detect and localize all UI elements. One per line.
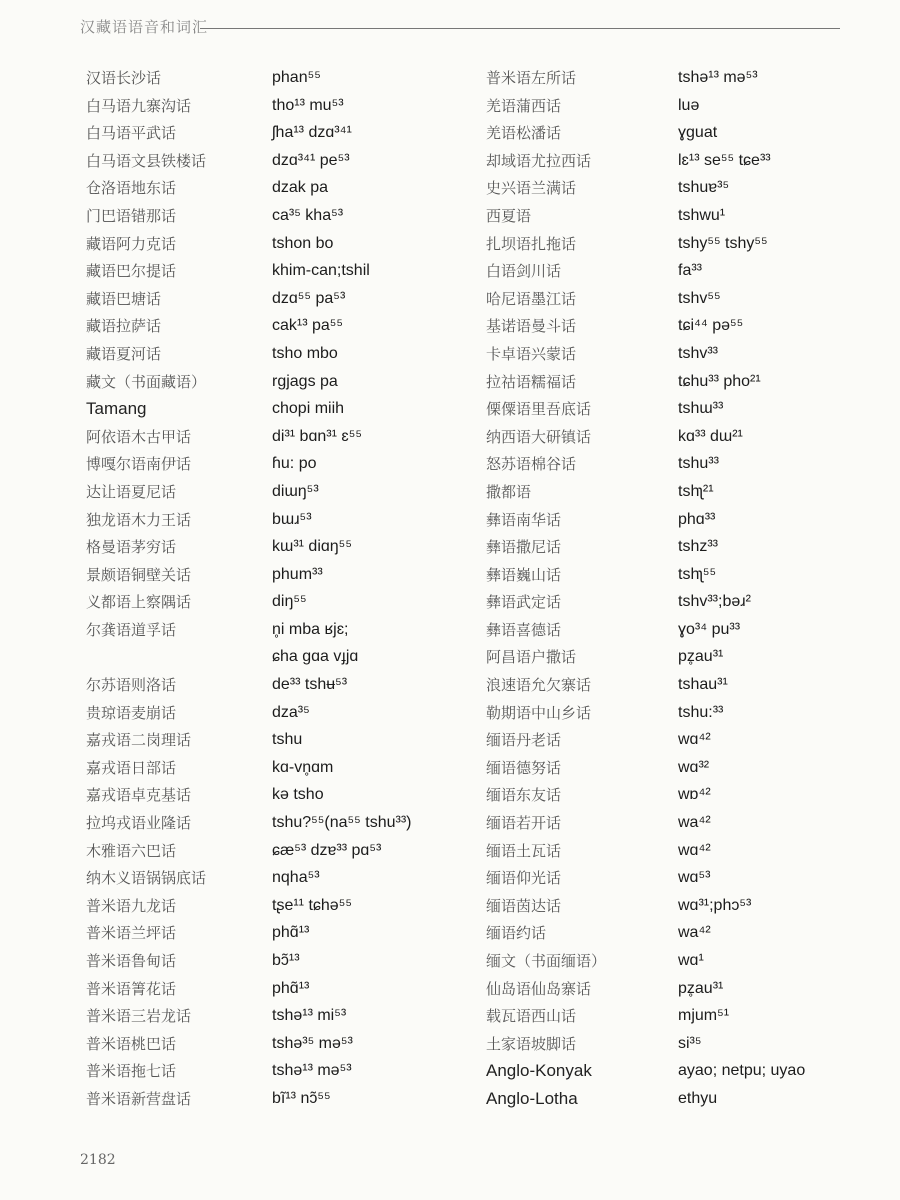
entry-row — [86, 370, 456, 398]
word-form: phɑ̃¹³ — [272, 979, 310, 997]
entry-row — [486, 176, 866, 204]
language-name: 仙岛语仙岛寨话 — [486, 979, 592, 998]
word-form: bĩ¹³ nɔ̃⁵⁵ — [272, 1089, 331, 1107]
word-form: wɑ³¹;phɔ⁵³ — [678, 896, 752, 914]
entry-row — [86, 728, 456, 756]
entry-row — [86, 949, 456, 977]
entry-row — [86, 66, 456, 94]
language-name: 阿依语木古甲话 — [86, 427, 192, 446]
language-name: 缅语土瓦话 — [486, 841, 562, 860]
left-column — [86, 66, 456, 1115]
right-column — [486, 66, 866, 1115]
language-name: 门巴语错那话 — [86, 206, 177, 225]
word-form: tshv⁵⁵ — [678, 289, 721, 307]
language-name: 白马语九寨沟话 — [86, 96, 192, 115]
entry-row — [86, 232, 456, 260]
word-form: ɕha gɑa vɟjɑ — [272, 648, 359, 666]
entry-row — [486, 66, 866, 94]
entry-row — [486, 590, 866, 618]
word-form: tshə¹³ mə⁵³ — [272, 1062, 352, 1080]
language-name: 彝语巍山话 — [486, 565, 562, 584]
language-name: 普米语鲁甸话 — [86, 952, 177, 970]
entry-row — [486, 452, 866, 480]
language-name: 彝语喜德话 — [486, 620, 562, 639]
word-form: pz̥au³¹ — [678, 979, 724, 997]
entry-row — [486, 645, 866, 673]
language-name: 缅语若开话 — [486, 814, 562, 833]
entry-row — [486, 1087, 866, 1115]
entry-row — [486, 397, 866, 425]
word-form: tshz³³ — [678, 538, 718, 556]
word-form: tshʅ⁵⁵ — [678, 565, 717, 583]
entry-row — [86, 866, 456, 894]
language-name: 缅语丹老话 — [486, 731, 562, 750]
word-form: tshon bo — [272, 234, 334, 252]
entry-row — [86, 756, 456, 784]
running-header — [80, 14, 840, 38]
word-form: kɑ-vn̥ɑm — [272, 758, 334, 776]
entry-row — [486, 977, 866, 1005]
word-form: kɯ³¹ diɑŋ⁵⁵ — [272, 538, 352, 556]
word-form: tɕi⁴⁴ pə⁵⁵ — [678, 317, 744, 335]
language-name: 纳西语大研镇话 — [486, 427, 592, 446]
word-form: kɑ³³ dɯ²¹ — [678, 427, 743, 445]
language-name: 嘉戎语日部话 — [86, 758, 177, 777]
word-form: tshu³³ — [678, 455, 719, 473]
word-form: wɑ¹ — [678, 952, 704, 969]
language-name: 缅语约话 — [486, 924, 547, 943]
word-form: tshuɐ³⁵ — [678, 179, 730, 197]
entry-row — [486, 204, 866, 232]
entry-row — [86, 452, 456, 480]
language-name: 缅语茵达话 — [486, 896, 562, 915]
language-name: 土家语坡脚话 — [486, 1034, 577, 1053]
entry-row — [486, 425, 866, 453]
entry-row — [486, 701, 866, 729]
language-name: 普米语三岩龙话 — [86, 1007, 192, 1026]
entry-row — [86, 618, 456, 646]
language-name: 达让语夏尼话 — [86, 482, 177, 501]
word-form: nqha⁵³ — [272, 869, 320, 887]
language-name: 载瓦语西山话 — [486, 1007, 577, 1026]
book-title: 汉藏语语音和词汇 — [80, 18, 209, 36]
language-name: 尔龚语道孚话 — [86, 620, 177, 639]
language-name: 嘉戎语卓克基话 — [86, 786, 192, 805]
word-form: di³¹ bɑn³¹ ɛ⁵⁵ — [272, 427, 362, 445]
entry-row — [86, 342, 456, 370]
word-form: diɯŋ⁵³ — [272, 482, 319, 500]
language-name: 浪速语允欠寨话 — [486, 676, 592, 695]
entry-row — [86, 563, 456, 591]
entry-row — [86, 1059, 456, 1087]
entry-row — [86, 1087, 456, 1115]
entry-row — [86, 149, 456, 177]
entry-row — [486, 94, 866, 122]
entry-row — [486, 921, 866, 949]
entry-row — [86, 535, 456, 563]
entry-row — [86, 894, 456, 922]
word-form: ɕæ⁵³ dzɐ³³ pɑ⁵³ — [272, 841, 382, 859]
language-name: Anglo-Lotha — [486, 1088, 578, 1108]
language-name: 缅语东友话 — [486, 786, 562, 805]
entry-row — [86, 287, 456, 315]
language-name: 勒期语中山乡话 — [486, 703, 592, 722]
word-form: wa⁴² — [678, 814, 711, 832]
word-form: dzɑ³⁴¹ pe⁵³ — [272, 151, 350, 169]
entry-row — [86, 259, 456, 287]
entry-row — [486, 535, 866, 563]
language-name: 汉语长沙话 — [86, 69, 162, 87]
language-name: 史兴语兰满话 — [486, 179, 577, 198]
language-name: 拉坞戎语业隆话 — [86, 814, 192, 833]
entry-row — [86, 425, 456, 453]
language-name: 普米语新营盘话 — [86, 1089, 192, 1108]
word-form: dzak pa — [272, 179, 329, 197]
word-form: tʂe¹¹ tɕhə⁵⁵ — [272, 896, 352, 914]
entry-row — [86, 590, 456, 618]
entry-row — [486, 259, 866, 287]
entry-row — [86, 204, 456, 232]
language-name: 景颇语铜壁关话 — [86, 565, 192, 584]
language-name: 却域语尤拉西话 — [486, 151, 592, 170]
word-form: fa³³ — [678, 262, 702, 280]
language-name: 嘉戎语二岗理话 — [86, 731, 192, 750]
entry-row — [486, 1004, 866, 1032]
language-name: 藏语阿力克话 — [86, 234, 177, 253]
language-name: 博嘎尔语南伊话 — [86, 455, 192, 474]
word-form: khim-can;tshil — [272, 262, 370, 280]
entry-row — [486, 673, 866, 701]
word-form: tshu — [272, 731, 303, 749]
language-name: 纳木义语锅锅底话 — [86, 869, 207, 888]
entry-row — [486, 839, 866, 867]
word-form: phɑ³³ — [678, 510, 716, 528]
word-form: n̥i mba ʁjɛ; — [272, 620, 349, 638]
entry-row — [86, 645, 456, 673]
word-form: ɦu: po — [272, 455, 317, 473]
word-form: phum³³ — [272, 565, 323, 583]
language-name: 贵琼语麦崩话 — [86, 703, 177, 722]
language-name: 卡卓语兴蒙话 — [486, 344, 577, 363]
header-rule — [200, 28, 840, 29]
entry-row — [486, 866, 866, 894]
word-form: diŋ⁵⁵ — [272, 593, 307, 611]
language-name: 阿昌语户撒话 — [486, 648, 577, 667]
language-name: 普米语拖七话 — [86, 1062, 177, 1081]
language-name: 藏语巴塘话 — [86, 289, 162, 308]
entry-row — [86, 176, 456, 204]
word-form: dza³⁵ — [272, 703, 310, 721]
word-form: ɣo³⁴ pu³³ — [678, 620, 741, 638]
language-name: 仓洛语地东话 — [86, 179, 177, 198]
language-name: 普米语桃巴话 — [86, 1034, 177, 1053]
entry-row — [486, 480, 866, 508]
word-form: de³³ tshʉ⁵³ — [272, 676, 348, 694]
language-name: 基诺语曼斗话 — [486, 317, 577, 336]
word-form: pz̥au³¹ — [678, 648, 724, 666]
entry-row — [86, 1032, 456, 1060]
language-name: 白马语平武话 — [86, 124, 177, 143]
entry-row — [86, 480, 456, 508]
language-name: 彝语武定话 — [486, 593, 562, 612]
entry-row — [486, 121, 866, 149]
language-name: 傈僳语里吾底话 — [486, 400, 592, 419]
word-form: wɒ⁴² — [678, 786, 711, 804]
language-name: 普米语左所话 — [486, 69, 577, 87]
language-name: 藏语拉萨话 — [86, 317, 162, 336]
word-form: dzɑ⁵⁵ pa⁵³ — [272, 289, 346, 307]
language-name: 独龙语木力王话 — [86, 510, 192, 529]
word-form: wɑ⁵³ — [678, 869, 711, 887]
language-name: 西夏语 — [486, 206, 532, 225]
language-name: 彝语南华话 — [486, 510, 562, 529]
entry-row — [486, 811, 866, 839]
entry-row — [86, 977, 456, 1005]
word-form: si³⁵ — [678, 1034, 702, 1052]
language-name: 木雅语六巴话 — [86, 841, 177, 860]
language-name: 缅语德努话 — [486, 758, 562, 777]
word-form: ʃha¹³ dzɑ³⁴¹ — [272, 124, 352, 142]
entry-row — [486, 1032, 866, 1060]
language-name: Tamang — [86, 399, 147, 419]
language-name: 普米语九龙话 — [86, 896, 177, 915]
language-name: 彝语撒尼话 — [486, 538, 562, 557]
entry-row — [486, 342, 866, 370]
entry-row — [486, 563, 866, 591]
word-form: tshʅ²¹ — [678, 482, 714, 500]
language-name: 怒苏语棉谷话 — [486, 455, 577, 474]
word-form: tshə¹³ mə⁵³ — [678, 69, 758, 86]
language-name: 尔苏语则洛话 — [86, 676, 177, 695]
language-name: 撒都语 — [486, 482, 532, 501]
word-form: bɔ̃¹³ — [272, 952, 300, 969]
word-form: tshau³¹ — [678, 676, 728, 694]
entry-row — [486, 783, 866, 811]
word-form: rgjags pa — [272, 372, 338, 390]
word-form: tshu:³³ — [678, 703, 724, 721]
word-form: luə — [678, 96, 700, 114]
entry-row — [86, 783, 456, 811]
language-name: 缅文（书面缅语） — [486, 952, 607, 970]
entry-row — [486, 728, 866, 756]
language-name: Anglo-Konyak — [486, 1061, 592, 1081]
word-form: kə tsho — [272, 786, 324, 804]
entry-row — [86, 121, 456, 149]
language-name: 藏文（书面藏语） — [86, 372, 207, 391]
entry-row — [486, 1059, 866, 1087]
word-form: tshə¹³ mi⁵³ — [272, 1007, 347, 1025]
word-form: phan⁵⁵ — [272, 69, 321, 86]
word-form: ethyu — [678, 1089, 718, 1107]
word-form: tshu?⁵⁵(na⁵⁵ tshu³³) — [272, 814, 412, 832]
word-form: tɕhu³³ pho²¹ — [678, 372, 761, 390]
language-name: 藏语巴尔提话 — [86, 262, 177, 281]
language-name: 哈尼语墨江话 — [486, 289, 577, 308]
word-form: wa⁴² — [678, 924, 711, 942]
entry-row — [86, 839, 456, 867]
entry-row — [86, 94, 456, 122]
entry-row — [486, 232, 866, 260]
word-form: tsho mbo — [272, 344, 338, 362]
word-form: ca³⁵ kha⁵³ — [272, 206, 344, 224]
entry-row — [486, 314, 866, 342]
word-form: tshy⁵⁵ tshy⁵⁵ — [678, 234, 768, 252]
word-form: tshə³⁵ mə⁵³ — [272, 1034, 353, 1052]
word-form: cak¹³ pa⁵⁵ — [272, 317, 344, 335]
entry-row — [486, 949, 866, 977]
language-name: 羌语松潘话 — [486, 124, 562, 143]
entry-row — [486, 756, 866, 784]
language-name: 义都语上察隅话 — [86, 593, 192, 612]
word-form: wɑ⁴² — [678, 731, 711, 749]
word-form: tshɯ³³ — [678, 400, 724, 418]
entry-row — [86, 701, 456, 729]
entry-row — [486, 149, 866, 177]
entry-row — [86, 811, 456, 839]
word-form: tshv³³ — [678, 344, 718, 362]
language-name: 普米语兰坪话 — [86, 924, 177, 943]
entry-row — [86, 673, 456, 701]
word-form: tho¹³ mu⁵³ — [272, 96, 344, 114]
word-form: phɑ̃¹³ — [272, 924, 310, 942]
word-form: ayao; netpu; uyao — [678, 1062, 806, 1080]
language-name: 白语剑川话 — [486, 262, 562, 281]
word-form: lɛ¹³ se⁵⁵ tɕe³³ — [678, 151, 771, 169]
entry-row — [486, 618, 866, 646]
word-form: wɑ³² — [678, 758, 710, 776]
entry-row — [86, 508, 456, 536]
entry-row — [86, 314, 456, 342]
entry-row — [486, 370, 866, 398]
language-name: 格曼语茅穷话 — [86, 538, 177, 557]
entry-row — [86, 921, 456, 949]
word-form: wɑ⁴² — [678, 841, 711, 859]
page-number: 2182 — [80, 1152, 116, 1168]
entry-row — [486, 894, 866, 922]
word-form: tshwu¹ — [678, 206, 726, 224]
language-name: 普米语箐花话 — [86, 979, 177, 998]
word-form: bɯɹ⁵³ — [272, 510, 312, 528]
entry-row — [86, 397, 456, 425]
language-name: 扎坝语扎拖话 — [486, 234, 577, 253]
word-form: ɣguat — [678, 124, 718, 142]
entry-row — [486, 508, 866, 536]
language-name: 拉祜语糯福话 — [486, 372, 577, 391]
word-form: tshv³³;bəɹ² — [678, 593, 751, 611]
word-form: mjum⁵¹ — [678, 1007, 730, 1025]
entry-row — [486, 287, 866, 315]
language-name: 羌语蒲西话 — [486, 96, 562, 115]
language-name: 藏语夏河话 — [86, 344, 162, 363]
language-name: 白马语文县铁楼话 — [86, 151, 207, 170]
entry-row — [86, 1004, 456, 1032]
language-name: 缅语仰光话 — [486, 869, 562, 888]
word-form: chopi miih — [272, 400, 345, 418]
